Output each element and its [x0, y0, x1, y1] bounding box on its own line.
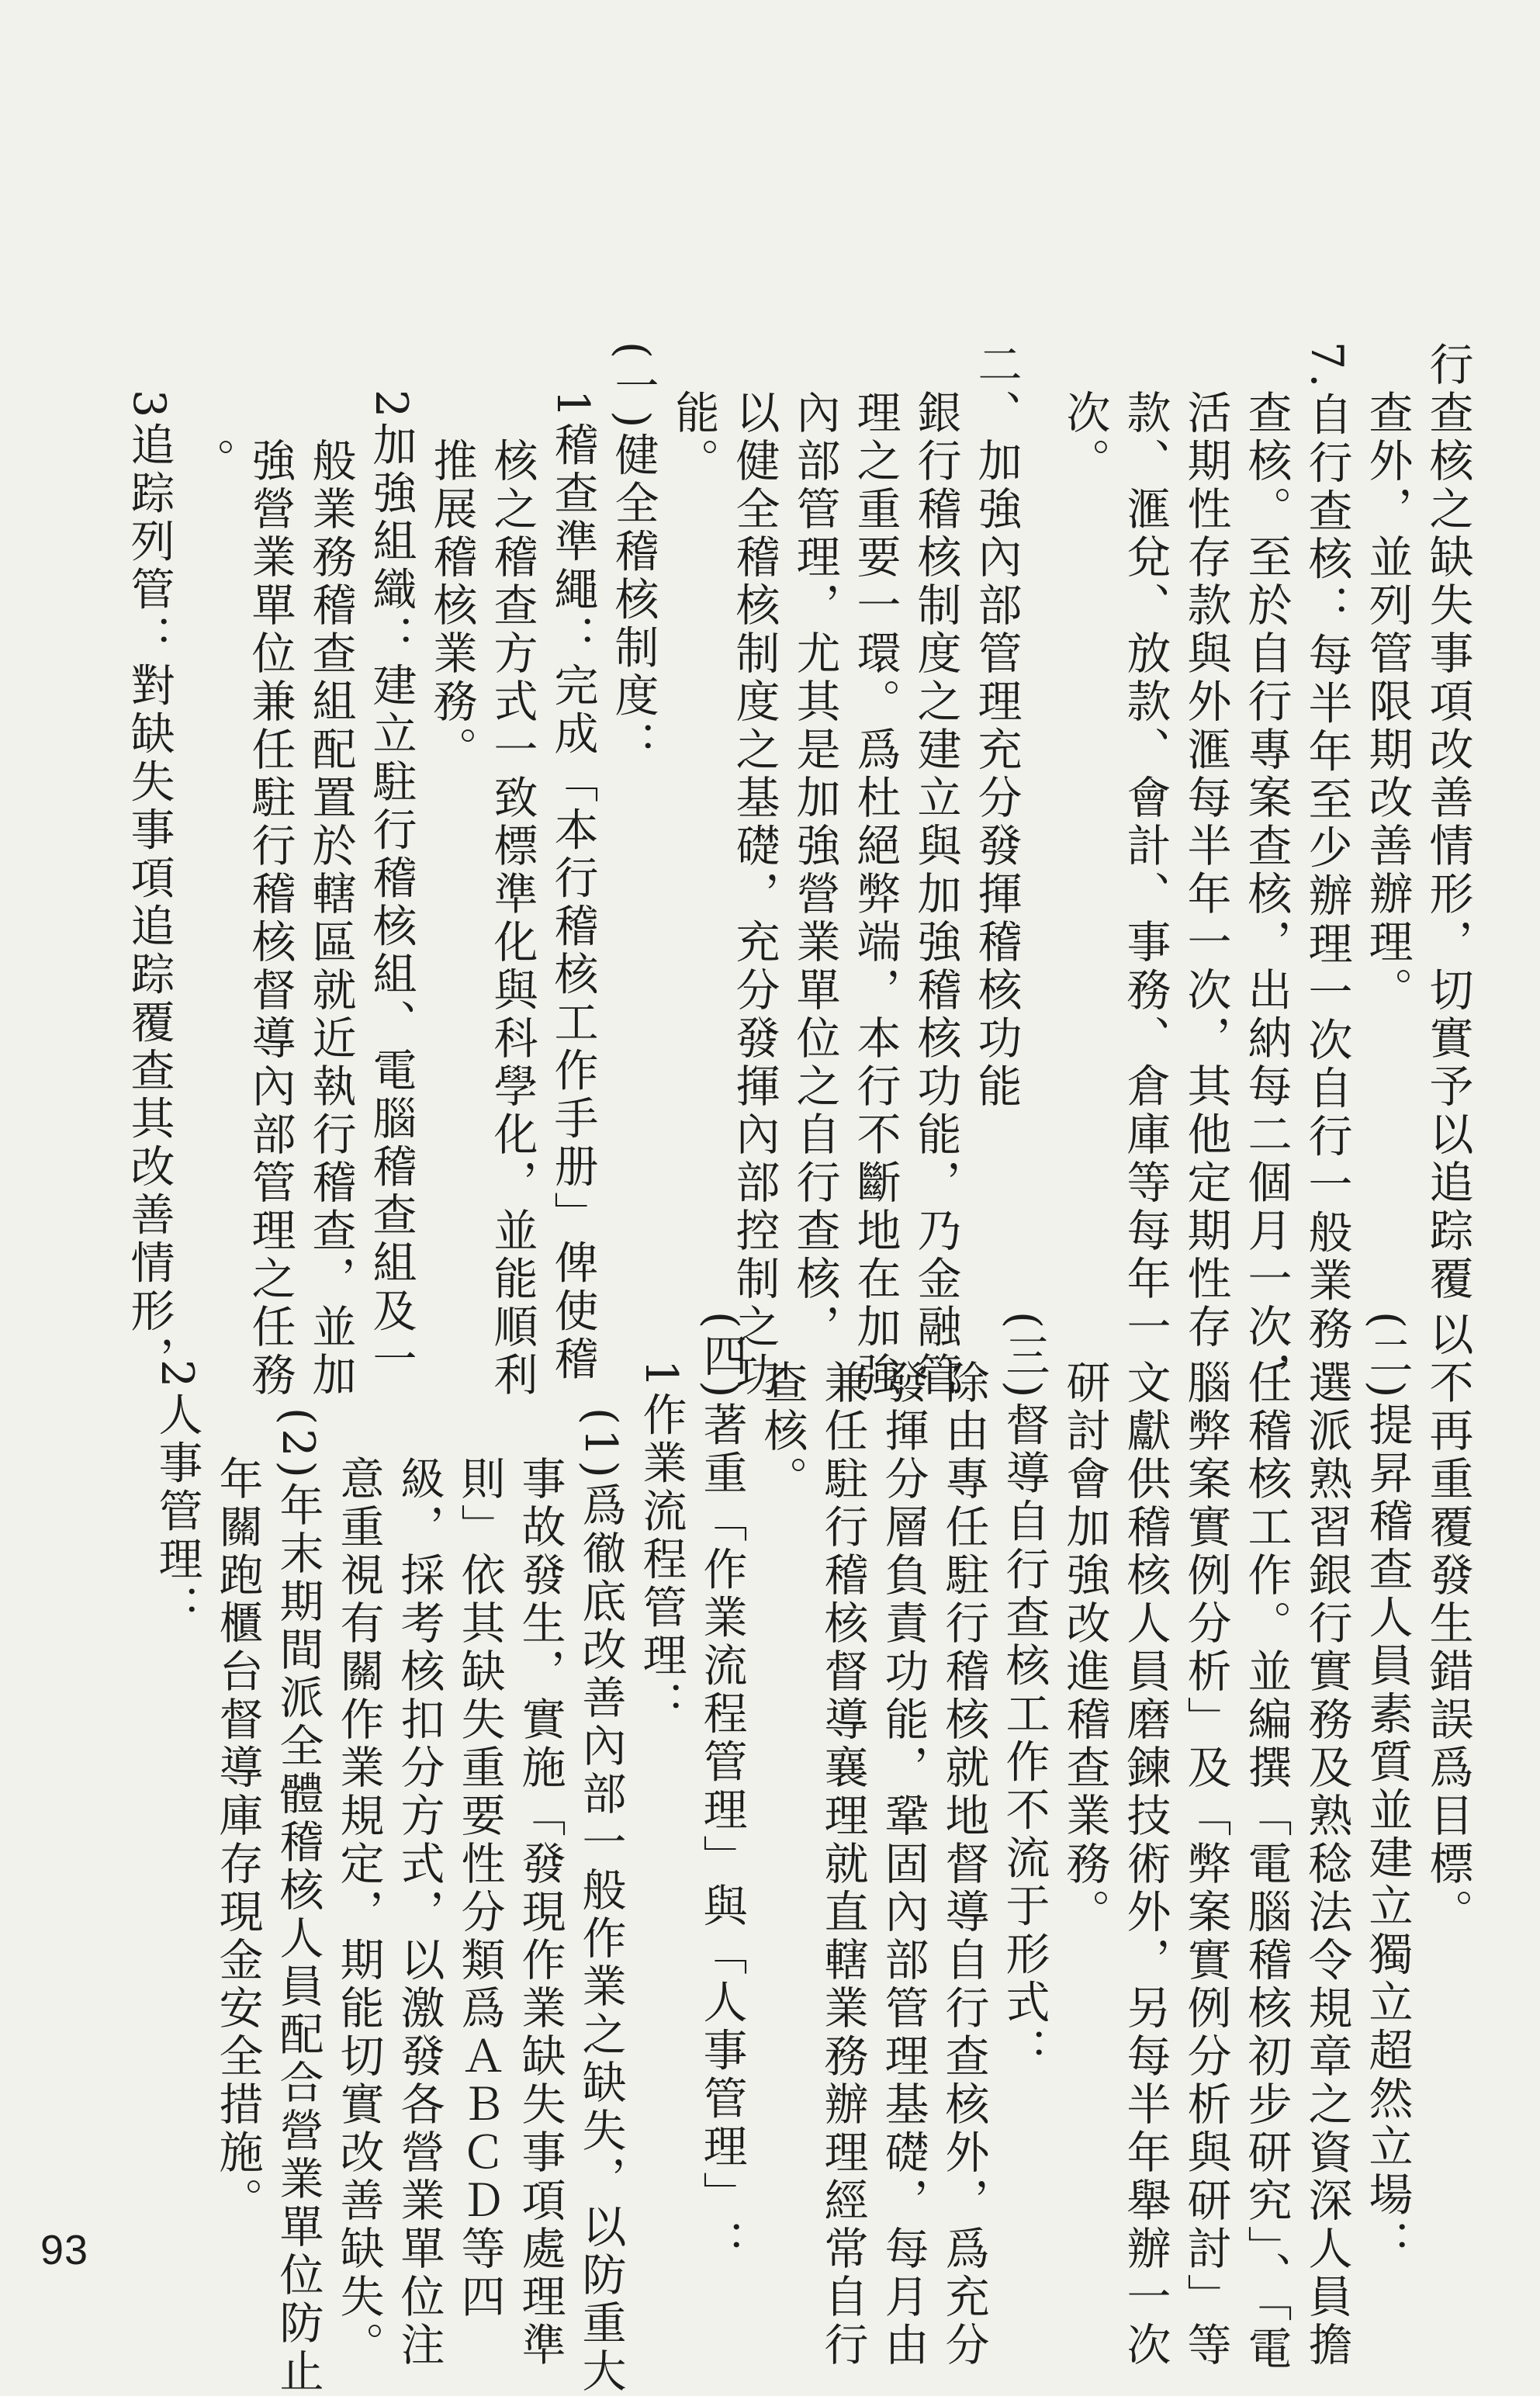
- text-line: 內部管理，尤其是加強營業單位之自行查核，: [789, 341, 840, 1352]
- text-line: 查外，並列管限期改善辦理。: [1362, 341, 1413, 1015]
- text-line: 銀行稽核制度之建立與加強稽核功能，乃金融管: [910, 341, 961, 1400]
- lower-text-block: [147, 1311, 1478, 2396]
- text-line: 以不再重覆發生錯誤爲目標。: [1422, 1311, 1473, 1937]
- text-line: 除由專任駐行稽核就地督導自行查核外，爲充分: [938, 1311, 989, 2370]
- text-line: 意重視有關作業規定，期能切實改善缺失。: [333, 1311, 384, 2370]
- text-line: 7.自行查核：每半年至少辦理一次自行一般業務: [1301, 341, 1352, 1354]
- text-line: 款、滙兌、放款、會計、事務、倉庫等每年一: [1120, 341, 1171, 1352]
- text-line: 1作業流程管理：: [635, 1311, 687, 1729]
- text-line: 腦弊案實例分析」及「弊案實例分析與研討」等: [1180, 1311, 1231, 2370]
- text-line: 核之稽查方式一致標準化與科學化，並能順利: [486, 341, 538, 1400]
- text-line: 則」依其缺失重要性分類爲ＡＢＣＤ等四: [454, 1311, 505, 2322]
- text-line: 兼任駐行稽核督導襄理就直轄業務辦理經常自行: [817, 1311, 868, 2370]
- text-line: 推展稽核業務。: [426, 341, 477, 774]
- text-line: (2)年末期間派全體稽核人員配合營業單位防止: [272, 1311, 324, 2396]
- text-line: 查核。至於自行專案查核，出納每二個月一次，: [1241, 341, 1292, 1400]
- text-line: 般業務稽查組配置於轄區就近執行稽查，並加: [305, 341, 356, 1400]
- text-line: 查核。: [756, 1311, 808, 1504]
- text-line: 理之重要一環。爲杜絕弊端，本行不斷地在加強: [850, 341, 901, 1400]
- upper-text-block: [119, 341, 1478, 1400]
- subsection-heading: (三)督導自行查核工作不流于形式：: [998, 1311, 1050, 2076]
- text-line: 研討會加強改進稽查業務。: [1059, 1311, 1110, 1937]
- text-line: 事故發生，實施「發現作業缺失事項處理準: [514, 1311, 566, 2370]
- text-line: 活期性存款與外滙每半年一次，其他定期性存: [1180, 341, 1231, 1352]
- text-line: 強營業單位兼任駐行稽核督導內部管理之任務: [244, 341, 296, 1400]
- text-line: 次。: [1059, 341, 1110, 486]
- text-line: 選派熟習銀行實務及熟稔法令規章之資深人員擔: [1301, 1311, 1352, 2370]
- text-line: 年關跑櫃台督導庫存現金安全措施。: [212, 1311, 263, 2225]
- text-line: 文獻供稽核人員磨鍊技術外，另每半年舉辦一次: [1120, 1311, 1171, 2370]
- text-line: 2加強組織：建立駐行稽核組、電腦稽查組及一: [365, 341, 417, 1384]
- page-number: 93: [40, 2227, 89, 2273]
- subsection-heading: (四)著重「作業流程管理」與「人事管理」：: [696, 1311, 747, 2268]
- section-heading: 二、加強內部管理充分發揮稽核功能: [971, 341, 1022, 1111]
- text-line: 。: [184, 341, 235, 486]
- text-line: 發揮分層負責功能，鞏固內部管理基礎，每月由: [877, 1311, 929, 2370]
- text-line: 級，採考核扣分方式，以激發各營業單位注: [393, 1311, 445, 2370]
- subsection-heading: (一)健全稽核制度：: [607, 341, 659, 769]
- text-line: (1)爲徹底改善內部一般作業之缺失，以防重大: [575, 1311, 626, 2396]
- text-line: 以健全稽核制度之基礎，充分發揮內部控制之功: [728, 341, 780, 1400]
- text-line: 2人事管理：: [151, 1311, 202, 1633]
- text-line: 3追踪列管：對缺失事項追踪覆查其改善情形，: [123, 341, 175, 1384]
- text-line: 任稽核工作。並編撰「電腦稽核初步研究」、「電: [1241, 1311, 1292, 2373]
- text-line: 1稽查準繩：完成「本行稽核工作手册」俾使稽: [547, 341, 598, 1384]
- text-line: 行查核之缺失事項改善情形，切實予以追踪覆: [1422, 341, 1473, 1304]
- text-line: 能。: [668, 341, 719, 486]
- line-gap: [1026, 341, 1054, 1210]
- subsection-heading: (二)提昇稽查人員素質並建立獨立超然立場：: [1362, 1311, 1413, 2268]
